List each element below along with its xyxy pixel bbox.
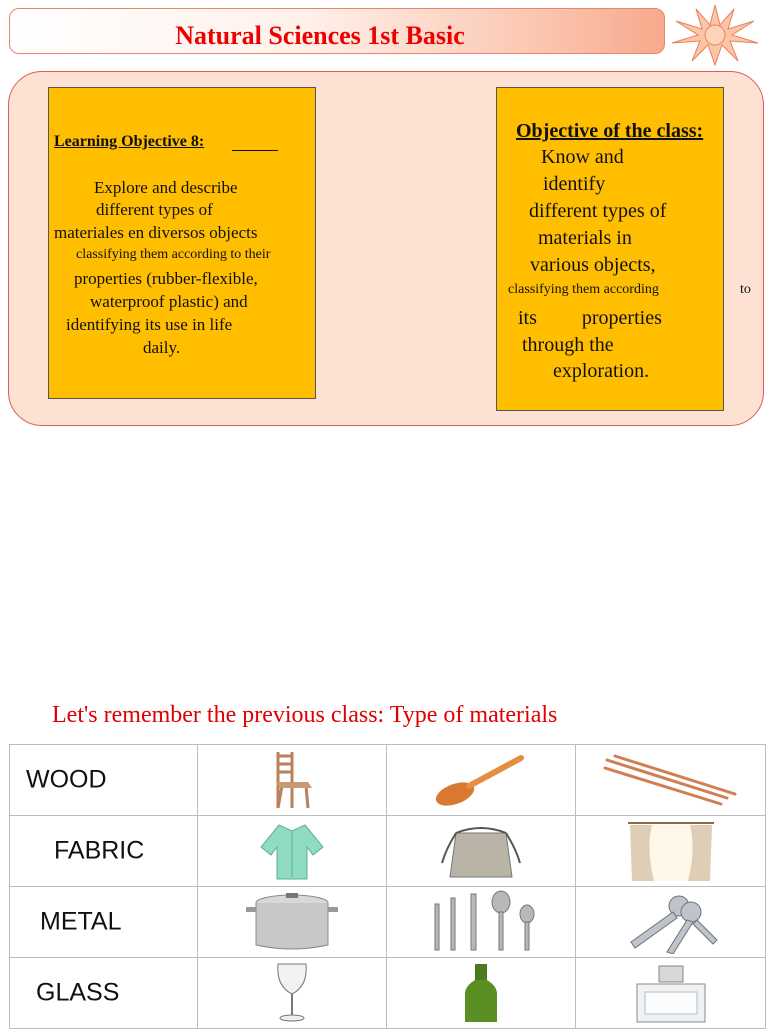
- material-label: WOOD: [26, 765, 107, 794]
- class-objective-heading: Objective of the class:: [516, 120, 704, 142]
- co-line-5: various objects,: [530, 254, 656, 276]
- image-cell: [576, 887, 766, 958]
- sun-icon: [668, 3, 762, 67]
- keys-icon: [621, 890, 721, 954]
- wooden-spoon-icon: [433, 750, 529, 810]
- section-heading: Let's remember the previous class: Type of materials: [52, 702, 558, 728]
- co-line-1: Know and: [541, 146, 624, 168]
- material-label: FABRIC: [54, 836, 145, 865]
- table-row: [10, 958, 766, 1029]
- lo-line-4: classifying them according to their: [76, 247, 271, 262]
- lo-line-7: identifying its use in life: [66, 315, 233, 334]
- image-cell: [576, 816, 766, 887]
- perfume-bottle-icon: [631, 962, 711, 1024]
- cooking-pot-icon: [244, 891, 340, 953]
- co-line-3: different types of: [529, 200, 667, 222]
- co-line-2: identify: [543, 173, 606, 195]
- table-row: [10, 745, 766, 816]
- curtains-icon: [626, 819, 716, 883]
- image-cell: [387, 887, 576, 958]
- lo-line-2: different types of: [96, 200, 213, 219]
- learning-objective-heading: Learning Objective 8:: [54, 133, 205, 150]
- shirt-icon: [257, 819, 327, 883]
- table-row: [10, 887, 766, 958]
- image-cell: [576, 958, 766, 1029]
- material-label: GLASS: [36, 978, 120, 1007]
- image-cell: [198, 958, 387, 1029]
- material-cell: [10, 887, 198, 958]
- material-cell: [10, 816, 198, 887]
- drawstring-bag-icon: [436, 819, 526, 883]
- wine-glass-icon: [272, 962, 312, 1024]
- co-line-4: materials in: [538, 227, 632, 249]
- material-cell: [10, 745, 198, 816]
- image-cell: [576, 745, 766, 816]
- image-cell: [387, 745, 576, 816]
- co-line-7: to: [740, 282, 751, 297]
- image-cell: [387, 816, 576, 887]
- material-cell: [10, 958, 198, 1029]
- wooden-sticks-icon: [601, 750, 741, 810]
- image-cell: [198, 887, 387, 958]
- page-title: Natural Sciences 1st Basic: [175, 21, 465, 50]
- image-cell: [198, 816, 387, 887]
- lo-line-5: properties (rubber-flexible,: [74, 269, 258, 288]
- lo-line-3: materiales en diversos objects: [54, 223, 258, 242]
- green-bottle-icon: [461, 962, 501, 1024]
- lo-line-8: daily.: [143, 338, 181, 357]
- wooden-chair-icon: [262, 748, 322, 812]
- heading-underline: [232, 150, 278, 151]
- materials-table: [9, 744, 766, 1029]
- lo-line-1: Explore and describe: [94, 178, 238, 197]
- co-line-9: through the: [522, 334, 614, 356]
- table-row: [10, 816, 766, 887]
- material-label: METAL: [40, 907, 122, 936]
- cutlery-icon: [421, 890, 541, 954]
- co-line-8: its properties: [518, 307, 662, 329]
- co-line-6: classifying them according: [508, 282, 659, 297]
- lo-line-6: waterproof plastic) and: [90, 292, 248, 311]
- image-cell: [198, 745, 387, 816]
- image-cell: [387, 958, 576, 1029]
- co-line-10: exploration.: [553, 360, 650, 382]
